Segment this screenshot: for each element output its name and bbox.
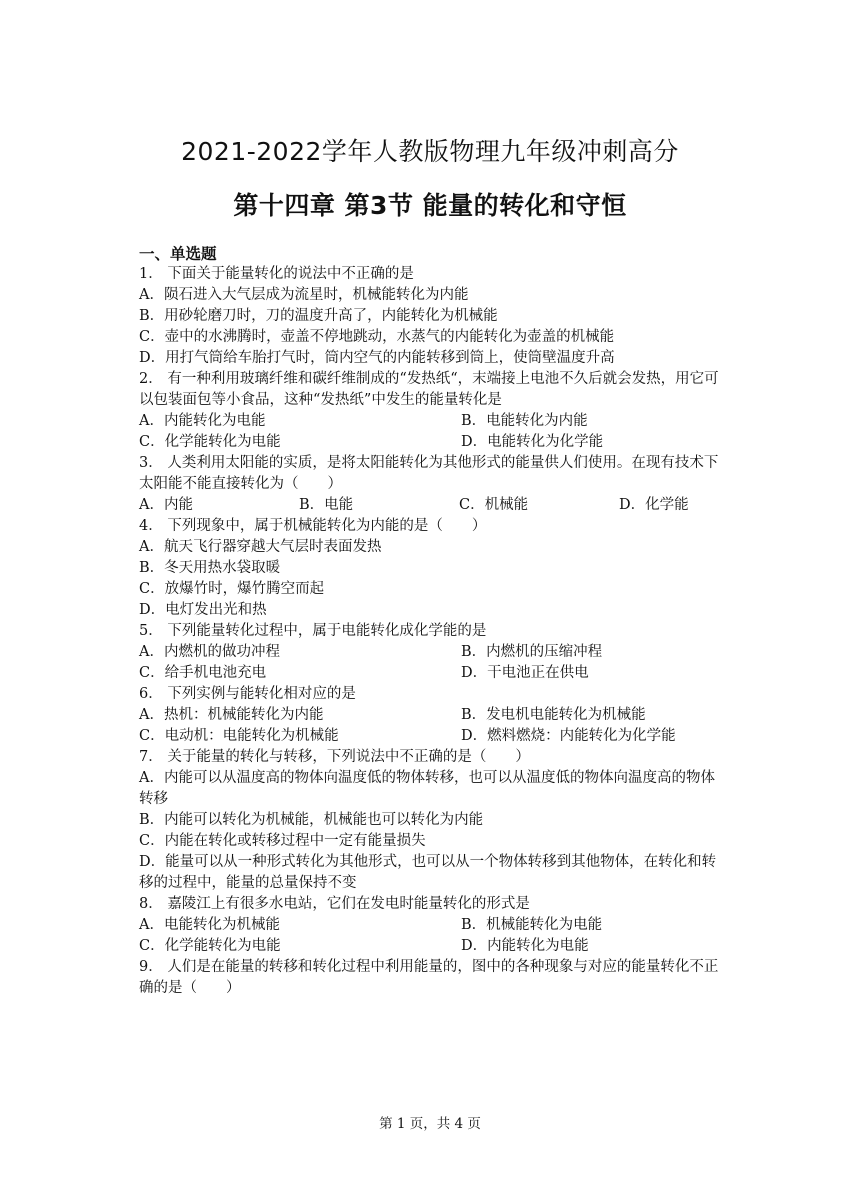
answer-option: C．化学能转化为电能	[139, 938, 281, 954]
question-stem: 7． 关于能量的转化与转移，下列说法中不正确的是（ ）	[139, 749, 530, 765]
answer-option: B．机械能转化为电能	[461, 917, 603, 933]
question-stem: 9． 人们是在能量的转移和转化过程中利用能量的，图中的各种现象与对应的能量转化不正确的是（ ）	[139, 959, 719, 996]
options-grid	[139, 411, 724, 453]
answer-option: A．热机：机械能转化为内能	[139, 707, 324, 723]
answer-option: C．内能在转化或转移过程中一定有能量损失	[139, 833, 426, 849]
answer-option: C．电动机：电能转化为机械能	[139, 728, 339, 744]
document-subtitle: 第十四章 第3节 能量的转化和守恒	[233, 191, 627, 220]
answer-option: D．化学能	[619, 497, 689, 513]
answer-option: A．电能转化为机械能	[139, 917, 280, 933]
options-grid	[139, 915, 724, 957]
answer-option: C．给手机电池充电	[139, 665, 267, 681]
answer-option: D．燃料燃烧：内能转化为化学能	[461, 728, 676, 744]
answer-option: B．用砂轮磨刀时，刀的温度升高了，内能转化为机械能	[139, 308, 498, 324]
options-grid	[139, 642, 724, 684]
options-grid	[139, 495, 724, 516]
answer-option: B．冬天用热水袋取暖	[139, 560, 281, 576]
page-footer: 第 1 页，共 4 页	[379, 1116, 481, 1132]
answer-option: B．内燃机的压缩冲程	[461, 644, 603, 660]
answer-option: A．陨石进入大气层成为流星时，机械能转化为内能	[139, 287, 469, 303]
answer-option: D．电能转化为化学能	[461, 434, 604, 450]
answer-option: A．内能可以从温度高的物体向温度低的物体转移，也可以从温度低的物体向温度高的物体转移	[139, 770, 715, 807]
question-stem: 8． 嘉陵江上有很多水电站，它们在发电时能量转化的形式是	[139, 896, 530, 912]
answer-option: D．用打气筒给车胎打气时，筒内空气的内能转移到筒上，使筒壁温度升高	[139, 350, 615, 366]
answer-option: B．电能	[299, 497, 354, 513]
answer-option: A．内能	[139, 497, 193, 513]
question-stem: 5． 下列能量转化过程中，属于电能转化成化学能的是	[139, 623, 487, 639]
question-stem: 1． 下面关于能量转化的说法中不正确的是	[139, 266, 414, 282]
answer-option: D．干电池正在供电	[461, 665, 589, 681]
answer-option: D．内能转化为电能	[461, 938, 589, 954]
question-stem: 6． 下列实例与能转化相对应的是	[139, 686, 356, 702]
options-grid	[139, 705, 724, 747]
answer-option: A．内能转化为电能	[139, 413, 266, 429]
answer-option: B．发电机电能转化为机械能	[461, 707, 646, 723]
answer-option: B．内能可以转化为机械能，机械能也可以转化为内能	[139, 812, 484, 828]
question-stem: 3． 人类利用太阳能的实质，是将太阳能转化为其他形式的能量供人们使用。在现有技术下太阳能不能直接转化为（ ）	[139, 455, 719, 492]
document-title: 2021-2022学年人教版物理九年级冲刺高分	[181, 137, 679, 166]
question-list	[139, 244, 724, 999]
question-stem: 2． 有一种利用玻璃纤维和碳纤维制成的“发热纸“，末端接上电池不久后就会发热，用它可以包装面包等小食品，这种“发热纸”中发生的能量转化是	[139, 371, 719, 408]
answer-option: C．化学能转化为电能	[139, 434, 281, 450]
answer-option: C．放爆竹时，爆竹腾空而起	[139, 581, 325, 597]
question-stem: 4． 下列现象中，属于机械能转化为内能的是（ ）	[139, 518, 487, 534]
section-heading: 一、单选题	[139, 245, 217, 263]
answer-option: C．壶中的水沸腾时，壶盖不停地跳动，水蒸气的内能转化为壶盖的机械能	[139, 329, 615, 345]
answer-option: C．机械能	[459, 497, 529, 513]
answer-option: D．能量可以从一种形式转化为其他形式，也可以从一个物体转移到其他物体，在转化和转移的过程中，能量的总量保持不变	[139, 854, 717, 891]
answer-option: B．电能转化为内能	[461, 413, 588, 429]
answer-option: D．电灯发出光和热	[139, 602, 267, 618]
answer-option: A．航天飞行器穿越大气层时表面发热	[139, 539, 382, 555]
answer-option: A．内燃机的做功冲程	[139, 644, 280, 660]
